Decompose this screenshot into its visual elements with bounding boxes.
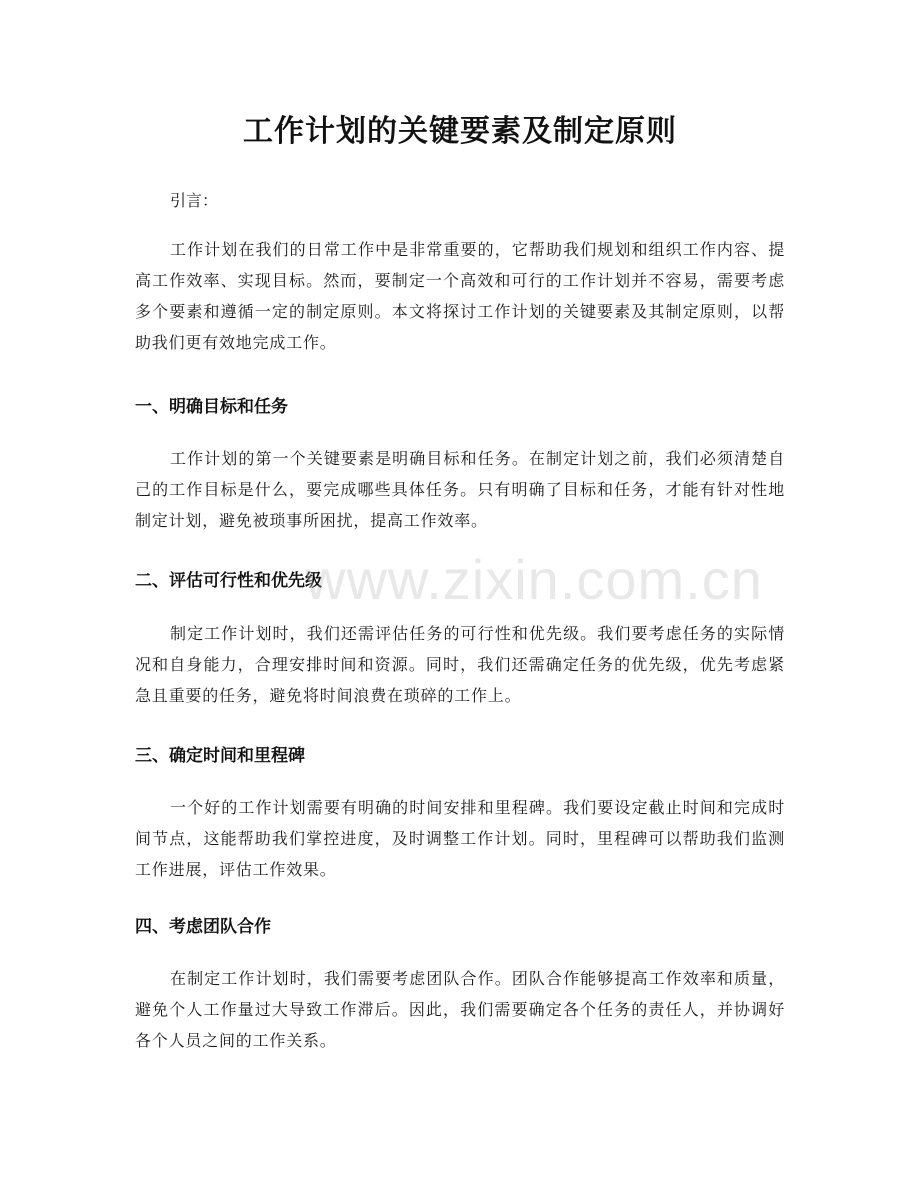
section-body-teamwork: 在制定工作计划时，我们需要考虑团队合作。团队合作能够提高工作效率和质量，避免个人工作量过大导致工作滞后。因此，我们需要确定各个任务的责任人，并协调好各个人员之间的工作关系。	[135, 969, 785, 1050]
section-body-feasibility: 制定工作计划时，我们还需评估任务的可行性和优先级。我们要考虑任务的实际情况和自身能力，合理安排时间和资源。同时，我们还需确定任务的优先级，优先考虑紧急且重要的任务，避免将时间浪费在琐碎的工作上。	[135, 624, 785, 705]
section-heading-milestones: 三、确定时间和里程碑	[135, 746, 305, 766]
watermark-text: www.zixin.com.cn	[305, 548, 763, 611]
intro-paragraph: 工作计划在我们的日常工作中是非常重要的，它帮助我们规划和组织工作内容、提高工作效率、实现目标。然而，要制定一个高效和可行的工作计划并不容易，需要考虑多个要素和遵循一定的制定原则。本文将探讨工作计划的关键要素及其制定原则，以帮助我们更有效地完成工作。	[135, 240, 785, 352]
section-body-milestones: 一个好的工作计划需要有明确的时间安排和里程碑。我们要设定截止时间和完成时间节点，这能帮助我们掌控进度，及时调整工作计划。同时，里程碑可以帮助我们监测工作进展，评估工作效果。	[135, 798, 785, 879]
intro-label: 引言：	[170, 191, 219, 210]
section-heading-feasibility: 二、评估可行性和优先级	[135, 571, 322, 591]
section-heading-goals: 一、明确目标和任务	[135, 397, 288, 417]
page-title: 工作计划的关键要素及制定原则	[243, 114, 677, 149]
section-body-goals: 工作计划的第一个关键要素是明确目标和任务。在制定计划之前，我们必须清楚自己的工作目标是什么，要完成哪些具体任务。只有明确了目标和任务，才能有针对性地制定计划，避免被琐事所困扰，提高工作效率。	[135, 449, 785, 530]
section-heading-teamwork: 四、考虑团队合作	[135, 917, 271, 937]
